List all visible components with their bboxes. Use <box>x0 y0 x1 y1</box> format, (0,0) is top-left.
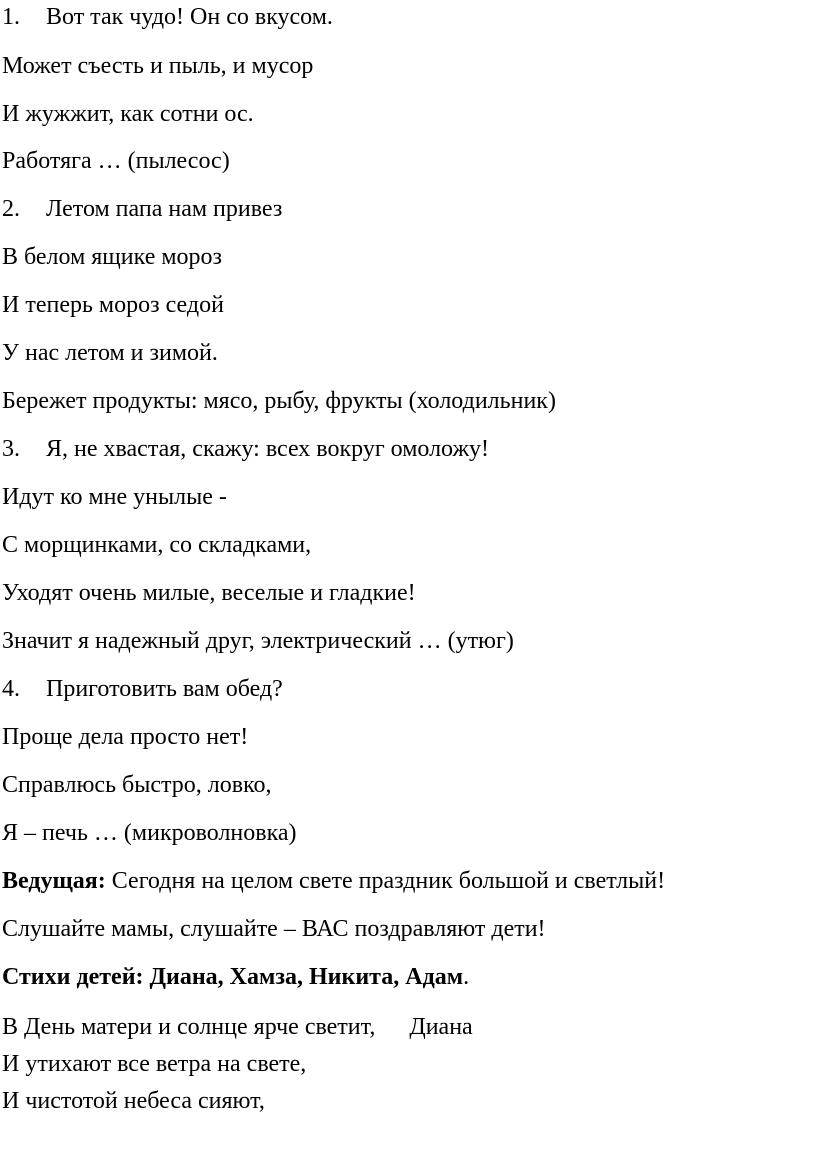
riddle-line: У нас летом и зимой. <box>2 340 218 366</box>
riddle-line: В белом ящике мороз <box>2 244 223 270</box>
riddle-3-first-line <box>2 434 489 464</box>
riddle-line: Проще дела просто нет! <box>2 724 249 750</box>
poems-heading <box>2 962 469 992</box>
riddle-line: И жужжит, как сотни ос. <box>2 101 254 127</box>
riddle-number: 1. <box>2 4 20 30</box>
host-label: Ведущая: <box>2 868 106 894</box>
verse-text: В День матери и солнце ярче светит, <box>2 1014 376 1040</box>
riddle-number: 2. <box>2 196 20 222</box>
riddle-2-first-line <box>2 194 282 224</box>
riddle-number: 4. <box>2 676 20 702</box>
riddle-text: Летом папа нам привез <box>46 196 283 222</box>
riddle-line: Может съесть и пыль, и мусор <box>2 53 314 79</box>
riddle-line: С морщинками, со складками, <box>2 532 312 558</box>
poems-heading-bold: Стихи детей: Диана, Хамза, Никита, Адам <box>2 964 464 990</box>
host-line-2: Слушайте мамы, слушайте – ВАС поздравляют дети! <box>2 916 546 942</box>
riddle-line: Уходят очень милые, веселые и гладкие! <box>2 580 416 606</box>
poems-heading-tail: . <box>463 964 470 990</box>
riddle-line: Справлюсь быстро, ловко, <box>2 772 272 798</box>
verse-line: И чистотой небеса сияют, <box>2 1088 265 1114</box>
riddle-1-first-line <box>2 2 333 32</box>
host-text: Сегодня на целом свете праздник большой и светлый! <box>105 868 666 894</box>
riddle-line: Бережет продукты: мясо, рыбу, фрукты (холодильник) <box>2 388 556 414</box>
riddle-text: Приготовить вам обед? <box>46 676 283 702</box>
riddle-text: Вот так чудо! Он со вкусом. <box>46 4 333 30</box>
verse-reader: Диана <box>409 1014 473 1040</box>
verse-line-1 <box>2 1012 473 1042</box>
riddle-line: Значит я надежный друг, электрический … (утюг) <box>2 628 514 654</box>
host-line-1 <box>2 866 665 896</box>
riddle-number: 3. <box>2 436 20 462</box>
verse-line: И утихают все ветра на свете, <box>2 1051 307 1077</box>
riddle-text: Я, не хвастая, скажу: всех вокруг омоложу! <box>46 436 490 462</box>
riddle-line: Идут ко мне унылые - <box>2 484 227 510</box>
riddle-line: Я – печь … (микроволновка) <box>2 820 297 846</box>
riddle-4-first-line <box>2 674 283 704</box>
riddle-line: И теперь мороз седой <box>2 292 224 318</box>
riddle-line: Работяга … (пылесос) <box>2 148 230 174</box>
